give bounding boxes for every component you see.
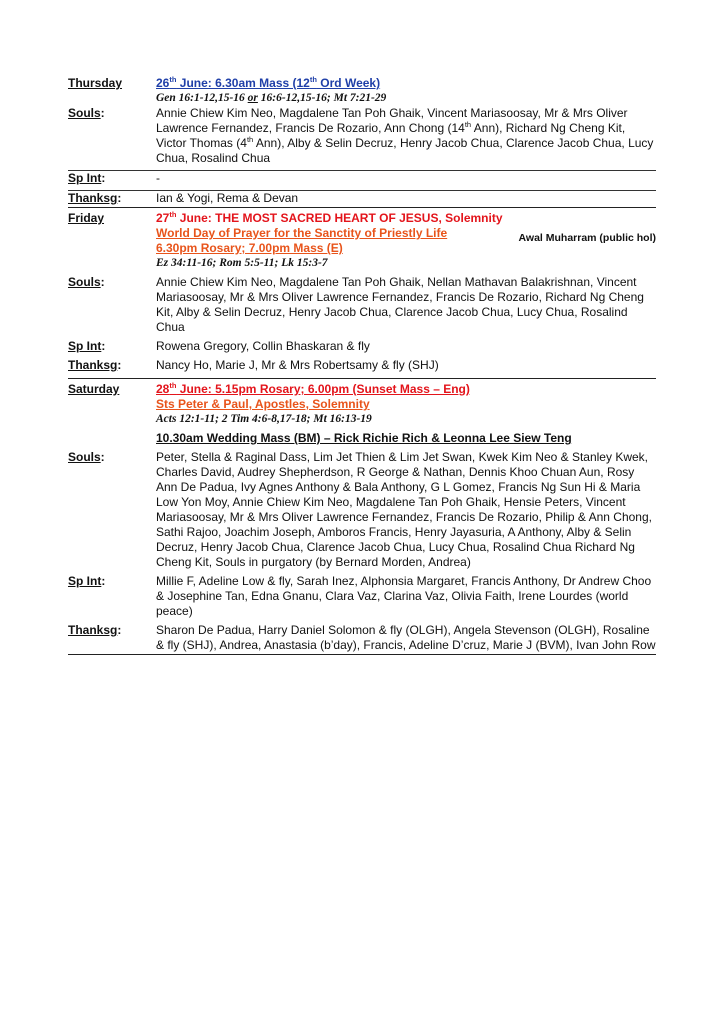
souls-label: Souls [68,106,101,120]
wedding-mass-note: 10.30am Wedding Mass (BM) – Rick Richie Rich & Leonna Lee Siew Teng [156,431,572,445]
readings: Ez 34:11-16; Rom 5:5-11; Lk 15:3-7 [156,257,328,269]
sp-int-label: Sp Int [68,171,102,185]
sp-int-list: Millie F, Adeline Low & fly, Sarah Inez, Alphonsia Margaret, Francis Anthony, Dr Andrew Choo & Josephine Tan, Edna Gnanu, Clara Vaz, Clarina Vaz, Olivia Faith, Irene Lourdes (world peace) [156,574,652,618]
intentions-sheet [68,76,656,655]
day-block-thursday [68,76,656,208]
feast-heading: Sts Peter & Paul, Apostles, Solemnity [156,397,370,411]
souls-label: Souls [68,275,101,289]
mass-heading: 28th June: 5.15pm Rosary; 6.00pm (Sunset Mass – Eng) [156,381,470,396]
thanksgiving-label: Thanksg [68,191,118,205]
sp-int-row: Sp Int: Rowena Gregory, Collin Bhaskaran & fly [68,339,656,354]
day-label: Thursday [68,76,123,90]
day-block-saturday [68,379,656,655]
thanksgiving-row: Thanksg: Nancy Ho, Marie J, Mr & Mrs Robertsamy & fly (SHJ) [68,358,656,373]
readings: Gen 16:1-12,15-16 or 16:6-12,15-16; Mt 7:21-29 [156,92,387,104]
day-block-friday [68,208,656,379]
souls-row: Souls: Annie Chiew Kim Neo, Magdalene Tan Poh Ghaik, Vincent Mariasoosay, Mr & Mrs Oliver Lawrence Fernandez, Francis De Rozario, Ann Chong (14th Ann), Richard Ng Cheng Kit, Victor Thomas (4th Ann), Alby & Selin Decruz, Henry Jacob Chua, Clarence Jacob Chua, Lucy Chua, Rosalind Chua [68,106,656,166]
friday-heading-row [68,211,656,271]
saturday-heading-row [68,382,656,446]
thanksgiving-row: Thanksg: Ian & Yogi, Rema & Devan [68,191,656,206]
day-label: Friday [68,211,105,225]
thanksgiving-label: Thanksg [68,358,118,372]
thanksgiving-list: Ian & Yogi, Rema & Devan [156,191,299,205]
souls-list: Annie Chiew Kim Neo, Magdalene Tan Poh Ghaik, Vincent Mariasoosay, Mr & Mrs Oliver Lawrence Fernandez, Francis De Rozario, Ann Chong (14th Ann), Richard Ng Cheng Kit, Victor Thomas (4th Ann), Alby & Selin Decruz, Henry Jacob Chua, Clarence Jacob Chua, Lucy Chua, Rosalind Chua [156,106,654,165]
public-holiday-note: Awal Muharram (public hol) [518,232,656,244]
sp-int-row: Sp Int: - [68,171,656,186]
souls-row: Souls: Peter, Stella & Raginal Dass, Lim Jet Thien & Lim Jet Swan, Kwek Kim Neo & Stanley Kwek, Charles David, Audrey Shepherdson, R George & Nathan, Dennis Khoo Chuan Aun, Rosy Ann De Padua, Ivy Agnes Anthony & Bala Anthony, G L Gomez, Francis Ng Sun Hi & Maria Low Yon Moy, Annie Chiew Kim Neo, Magdalene Tan Poh Ghaik, Hensie Peters, Vincent Mariasoosay, Mr & Mrs Oliver Lawrence Fernandez, Francis De Rozario, Philip & Ann Chong, Sathi Rajoo, Joachim Joseph, Amboros Francis, Henry Jayasuria, A Anthony, Alby & Selin Decruz, Henry Jacob Chua, Clarence Jacob Chua, Lucy Chua, Rosalind Chua Richard Ng Cheng Kit, Souls in purgatory (by Bernard Morden, Andrea) [68,450,656,570]
sp-int-list: Rowena Gregory, Collin Bhaskaran & fly [156,339,370,353]
thanksgiving-label: Thanksg [68,623,118,637]
thanksgiving-list: Sharon De Padua, Harry Daniel Solomon & fly (OLGH), Angela Stevenson (OLGH), Rosaline & fly (SHJ), Andrea, Anastasia (b’day), Francis, Adeline D’cruz, Marie J (BVM), Ivan John Row [156,623,656,652]
readings: Acts 12:1-11; 2 Tim 4:6-8,17-18; Mt 16:13-19 [156,413,372,425]
mass-heading: 26th June: 6.30am Mass (12th Ord Week) [156,75,381,90]
souls-list: Peter, Stella & Raginal Dass, Lim Jet Thien & Lim Jet Swan, Kwek Kim Neo & Stanley Kwek, Charles David, Audrey Shepherdson, R George & Nathan, Dennis Khoo Chuan Aun, Rosy Ann De Padua, Ivy Agnes Anthony & Bala Anthony, G L Gomez, Francis Ng Sun Hi & Maria Low Yon Moy, Annie Chiew Kim Neo, Magdalene Tan Poh Ghaik, Hensie Peters, Vincent Mariasoosay, Mr & Mrs Oliver Lawrence Fernandez, Francis De Rozario, Philip & Ann Chong, Sathi Rajoo, Joachim Joseph, Amboros Francis, Henry Jayasuria, A Anthony, Alby & Selin Decruz, Henry Jacob Chua, Clarence Jacob Chua, Lucy Chua, Rosalind Chua Richard Ng Cheng Kit, Souls in purgatory (by Bernard Morden, Andrea) [156,450,652,569]
souls-list: Annie Chiew Kim Neo, Magdalene Tan Poh Ghaik, Nellan Mathavan Balakrishnan, Vincent Mariasoosay, Mr & Mrs Oliver Lawrence Fernandez, Francis De Rozario, Richard Ng Cheng Kit, Alby & Selin Decruz, Henry Jacob Chua, Clarence Jacob Chua, Lucy Chua, Rosalind Chua [156,275,644,334]
mass-times: 6.30pm Rosary; 7.00pm Mass (E) [156,241,343,255]
thanksgiving-row: Thanksg: Sharon De Padua, Harry Daniel Solomon & fly (OLGH), Angela Stevenson (OLGH), Rosaline & fly (SHJ), Andrea, Anastasia (b’day), Francis, Adeline D’cruz, Marie J (BVM), Ivan John Row [68,623,656,652]
sp-int-label: Sp Int [68,339,102,353]
sp-int-row: Sp Int: Millie F, Adeline Low & fly, Sarah Inez, Alphonsia Margaret, Francis Anthony, Dr Andrew Choo & Josephine Tan, Edna Gnanu, Clara Vaz, Clarina Vaz, Olivia Faith, Irene Lourdes (world peace) [68,574,656,619]
thursday-heading-row [68,76,656,106]
souls-row: Souls: Annie Chiew Kim Neo, Magdalene Tan Poh Ghaik, Nellan Mathavan Balakrishnan, Vincent Mariasoosay, Mr & Mrs Oliver Lawrence Fernandez, Francis De Rozario, Richard Ng Cheng Kit, Alby & Selin Decruz, Henry Jacob Chua, Clarence Jacob Chua, Lucy Chua, Rosalind Chua [68,275,656,335]
thanksgiving-list: Nancy Ho, Marie J, Mr & Mrs Robertsamy & fly (SHJ) [156,358,439,372]
sp-int-label: Sp Int [68,574,102,588]
world-day-heading: World Day of Prayer for the Sanctity of Priestly Life [156,226,448,240]
souls-label: Souls [68,450,101,464]
day-label: Saturday [68,382,120,396]
sp-int-list: - [156,171,160,185]
feast-heading: 27th June: THE MOST SACRED HEART OF JESUS, Solemnity [156,210,503,225]
